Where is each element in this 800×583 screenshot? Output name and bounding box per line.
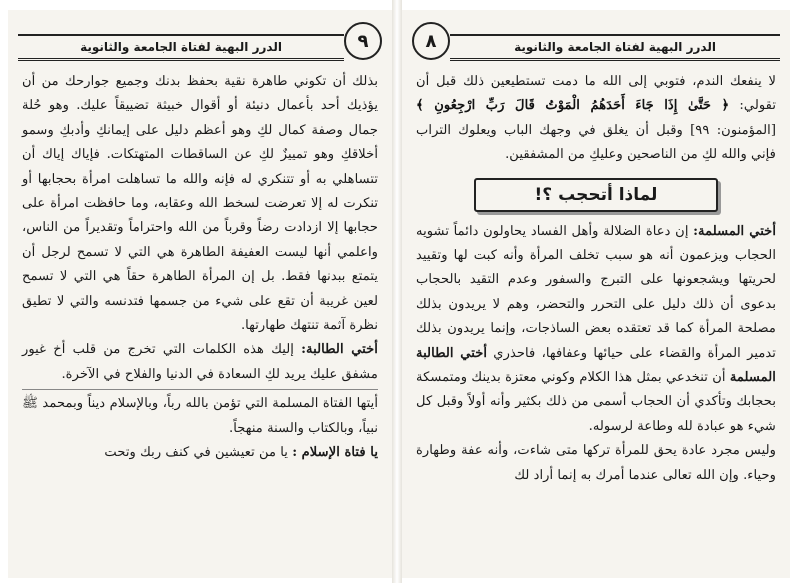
- page-number: ٨: [412, 22, 450, 60]
- section-title: لماذا أتحجب ؟!: [474, 178, 718, 212]
- paragraph-text: أن تنخدعي بمثل هذا الكلام وكوني معتزة بدينك ومتمسكة بحجابك وتأكدي أن الحجاب أسمى من ذلك بكثير وأنه أولاً وقبل كل شيء هو عبادة لله وطاعة لرسوله.: [416, 370, 776, 434]
- running-header: الدرر البهية لفتاة الجامعة والثانوية: [18, 34, 344, 61]
- page-header: [412, 20, 780, 60]
- paragraph-text: إليك هذه الكلمات التي تخرج من قلب أخ غيور مشفق عليك يريد لكِ السعادة في الدنيا والفلاح في الآخرة.: [22, 342, 378, 382]
- paragraph-lead: يا فتاة الإسلام :: [292, 445, 378, 461]
- emphasis-text: أختي الطالبة المسلمة: [416, 345, 776, 386]
- paragraph: بذلك أن تكوني طاهرة نقية بحفظ بدنك وجميع جوارحك من أن يؤذيك أحد بأعمال دنيئة أو أقوال خبيثة تضييقاً عليك. وهو حُلة جمال وصفة كمال لكِ وهو أعظم دليل على إيمانكِ وأدبكِ وسمو أخلاقكِ وهو تمييزٌ لكِ عن الساقطات المتهتكات. فإياك إياك أن تتساهلي به أو تتنكري له فإنه والله ما تساهلت امرأة بحجابها أو تنكرت له إلا تعرضت لسخط الله وعقابه، وما حافظت امرأة على حجابها إلا ازدادت رضاً وقرباً من الله واحتراماً وتقديراً من الناس، واعلمي أنها ليست العفيفة الطاهرة هي التي لا تسمح لرجل أن يتمتع ببدنها فقط. بل إن المرأة الطاهرة حقاً هي التي لا تسمح لعين غريبة أن تقع على شيء من جسمها فتدنسه والتي لا تطيق نظرة آثمة تنتهك طهارتها.: [22, 74, 378, 334]
- paragraph-text: لا ينفعك الندم، فتوبي إلى الله ما دمت تستطيعين ذلك قبل أن تقولي:: [416, 74, 776, 114]
- page-header: [18, 20, 382, 60]
- paragraph: [416, 220, 776, 440]
- paragraph: [22, 338, 378, 387]
- paragraph: وليس مجرد عادة يحق للمرأة تركها متى شاءت، وأنه عفة وطهارة وحياء. وإن الله تعالى عندما أمرك به إنما أراد لك: [416, 443, 776, 483]
- quran-verse: ﴿ حَتَّىٰ إِذَا جَاءَ أَحَدَهُمُ الْمَوْتُ قَالَ رَبِّ ارْجِعُونِ ﴾: [416, 98, 730, 114]
- paragraph: أيتها الفتاة المسلمة التي تؤمن بالله رباً، وبالإسلام ديناً وبمحمد ﷺ نبياً، وبالكتاب والسنة منهجاً.: [22, 396, 378, 436]
- page-body: [416, 70, 776, 488]
- book-gutter: [392, 0, 402, 583]
- paragraph-lead: أختي الطالبة:: [301, 342, 378, 358]
- paragraph-text: [المؤمنون: ٩٩] وقبل أن يغلق في وجهك الباب ويعلوك التراب فإني والله لكِ من الناصحين وعليكِ من المشفقين.: [416, 122, 776, 163]
- page-9: [8, 10, 392, 578]
- paragraph-text: إن دعاة الضلالة وأهل الفساد يحاولون دائماً تشويه الحجاب ويزعمون أنه هو سبب تخلف المرأة وأنه كبت لها وتقييد لحريتها ويشجعونها على التبرج والسفور وعدم التقيد بالحجاب بدعوى أن ذلك دليل على التحرر والتحضر، وهم لا يريدون بذلك مصلحة المرأة كما قد تعتقده بعض الساذجات، وإنما يريدون بذلك تدمير المرأة والقضاء على حيائها وعفافها، فاحذري: [416, 223, 776, 361]
- paragraph: [416, 70, 776, 168]
- page-8: [402, 10, 790, 578]
- paragraph: [22, 441, 378, 465]
- paragraph-lead: أختي المسلمة:: [693, 223, 776, 239]
- divider: [22, 389, 378, 390]
- page-number: ٩: [344, 22, 382, 60]
- page-body: [22, 70, 378, 466]
- paragraph-text: يا من تعيشين في كنف ربك وتحت: [104, 445, 288, 461]
- running-header: الدرر البهية لفتاة الجامعة والثانوية: [450, 34, 780, 61]
